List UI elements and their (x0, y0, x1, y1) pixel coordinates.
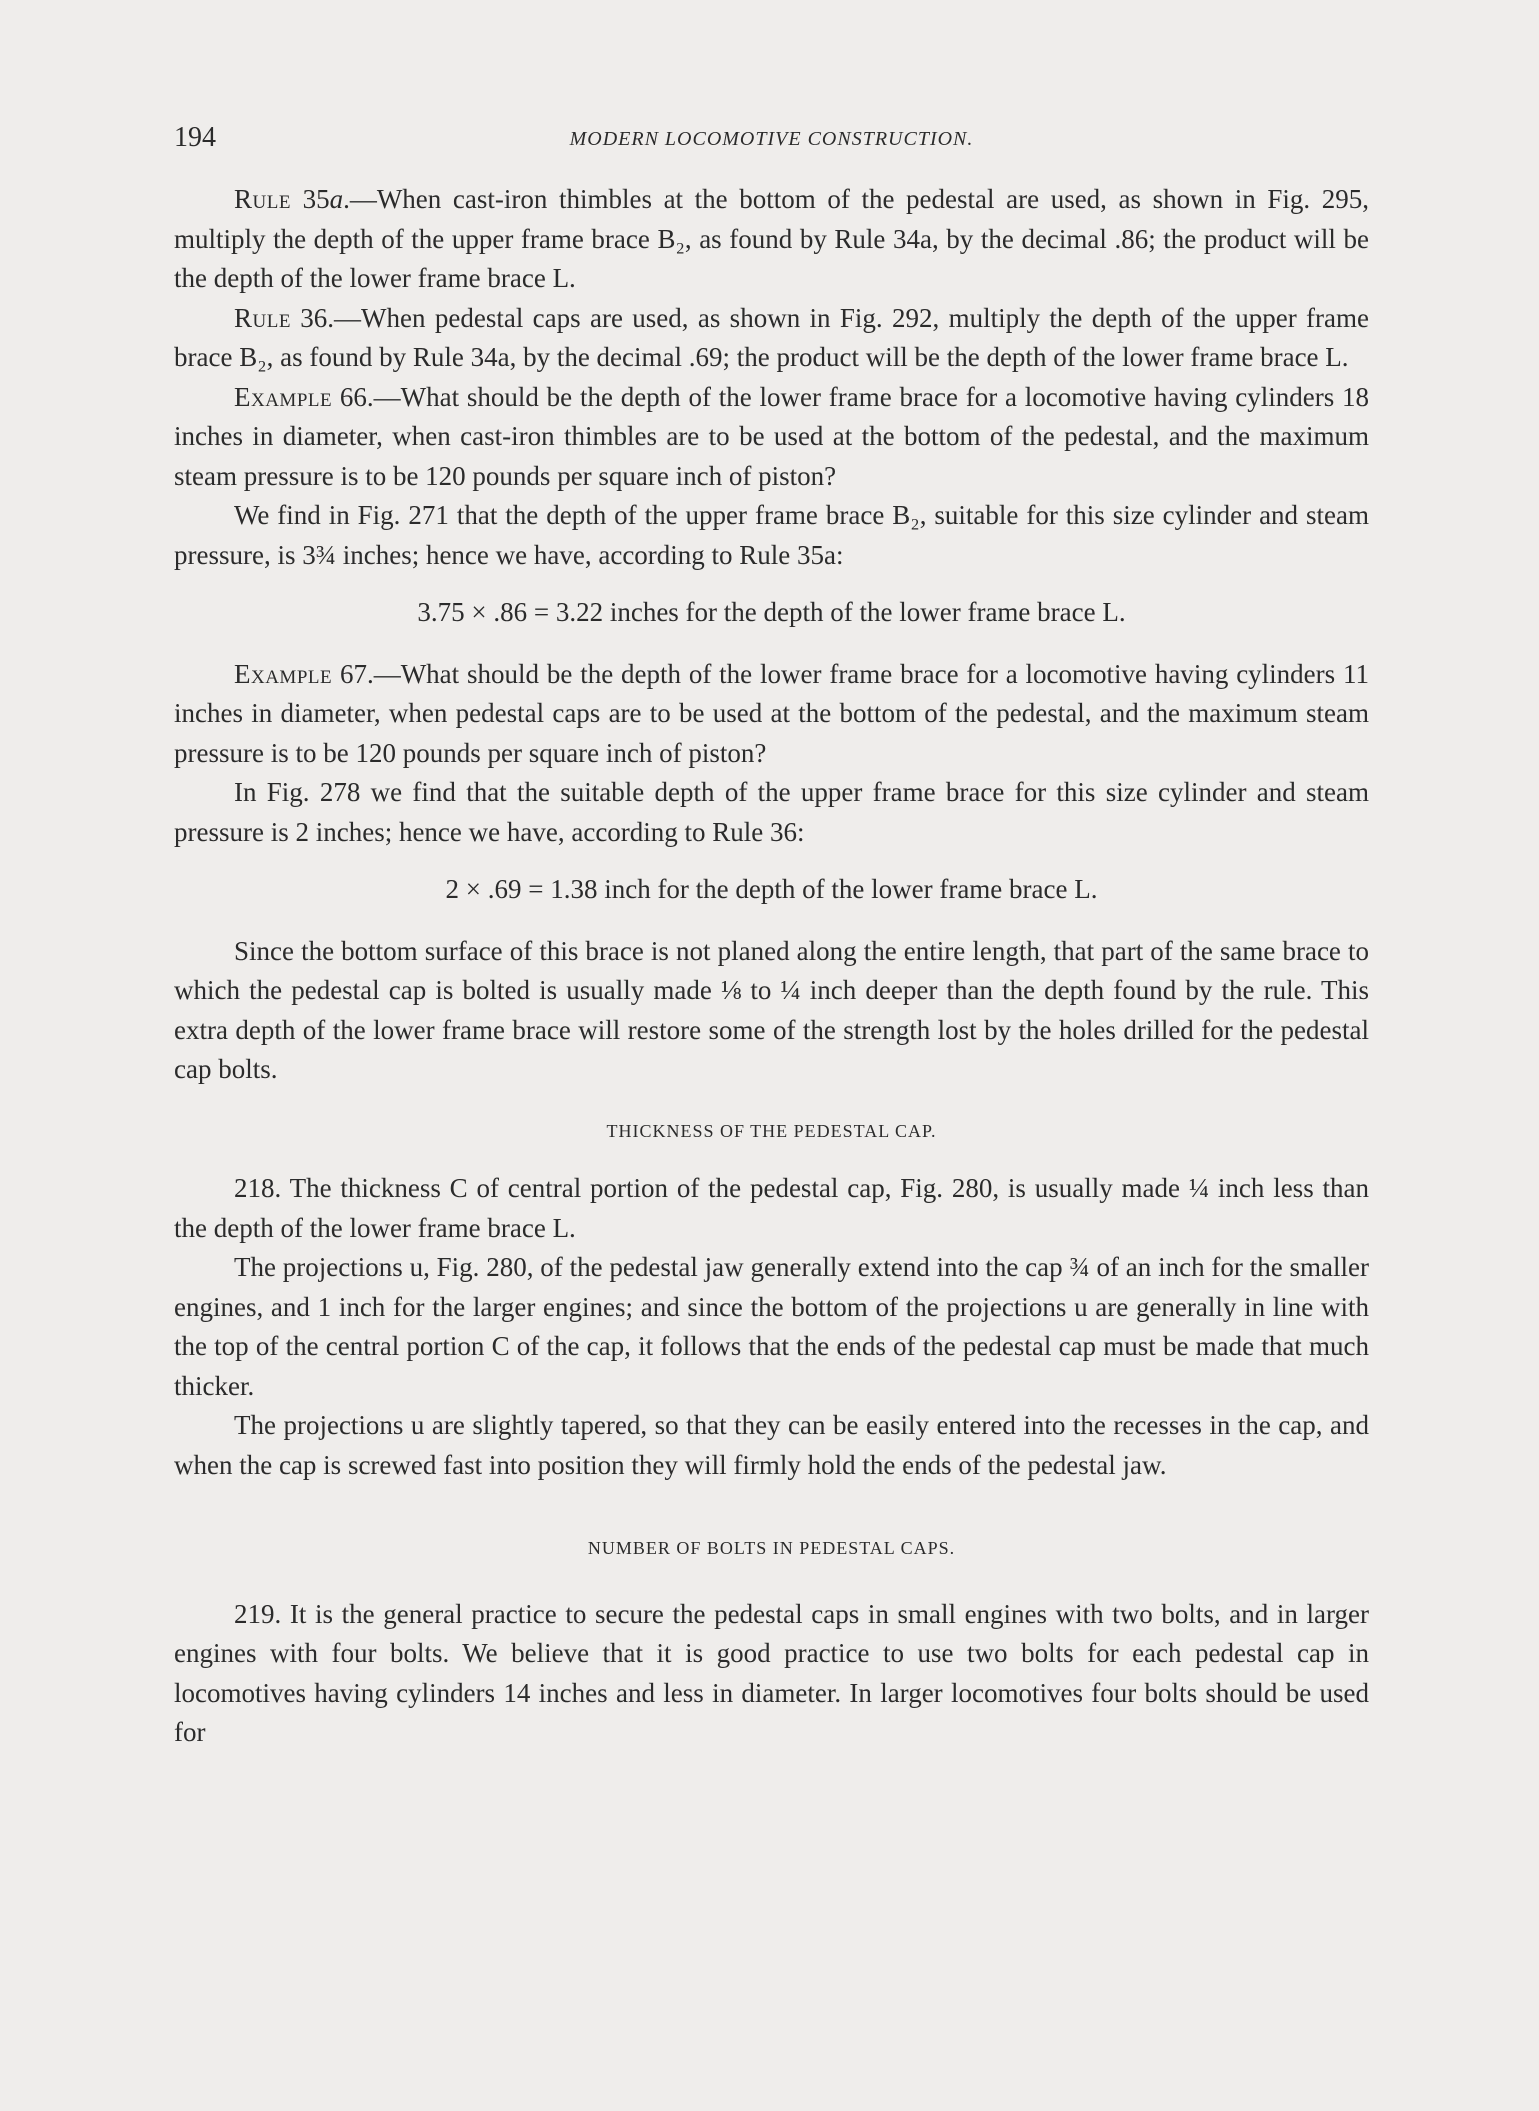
paragraph-218-tapered: The projections u are slightly tapered, so that they can be easily entered into the recesses in the cap, and when the cap is screwed fast into position they will firmly hold the ends of the pedestal jaw. (174, 1410, 1369, 1480)
rule-number: 36 (300, 302, 328, 333)
section-heading-thickness: THICKNESS OF THE PEDESTAL CAP. (606, 1120, 937, 1141)
rule-text: .—When pedestal caps are used, as shown in Fig. 292, multiply the depth of the upper frame brace B₂, as found by Rule 34a, by the decimal .69; the product will be the depth of the lower frame brace L. (174, 302, 1369, 372)
rule-36-paragraph (174, 299, 1369, 378)
rule-label: Rule (234, 184, 291, 214)
paragraph-218: 218. The thickness C of central portion of the pedestal cap, Fig. 280, is usually made ¼ inch less than the depth of the lower frame brace L. (174, 1173, 1369, 1243)
equation-2: 2 × .69 = 1.38 inch for the depth of the lower frame brace L. (445, 874, 1098, 904)
rule-35a-paragraph (174, 180, 1369, 299)
example-67-solution: In Fig. 278 we find that the suitable depth of the upper frame brace for this size cylinder and steam pressure is 2 inches; hence we have, according to Rule 36: (174, 777, 1369, 847)
example-label: Example (234, 658, 333, 689)
page-number: 194 (174, 122, 216, 153)
example-66-solution: We find in Fig. 271 that the depth of the upper frame brace B₂, suitable for this size cylinder and steam pressure, is 3¾ inches; hence we have, according to Rule 35a: (174, 500, 1369, 570)
equation-1: 3.75 × .86 = 3.22 inches for the depth of the lower frame brace L. (417, 597, 1126, 627)
running-head: MODERN LOCOMOTIVE CONSTRUCTION. (569, 128, 974, 150)
rule-number: 35 (302, 184, 330, 214)
rule-text: .—When cast-iron thimbles at the bottom of the pedestal are used, as shown in Fig. 295, multiply the depth of the upper frame brace B₂, as found by Rule 34a, by the decimal .86; the product will be the depth of the lower frame brace L. (174, 184, 1369, 293)
rule-number-suffix: a (329, 184, 344, 214)
paragraph-218-projections: The projections u, Fig. 280, of the pedestal jaw generally extend into the cap ¾ of an inch for the smaller engines, and 1 inch for the larger engines; and since the bottom of the projections u are generally in line with the top of the central portion C of the cap, it follows that the ends of the pedestal cap must be made that much thicker. (174, 1252, 1369, 1401)
example-text: .—What should be the depth of the lower frame brace for a locomotive having cylinders 11 inches in diameter, when pedestal caps are to be used at the bottom of the pedestal, and the maximum steam pressure is to be 120 pounds per square inch of piston? (174, 658, 1370, 768)
example-number: 66 (339, 381, 367, 412)
example-number: 67 (339, 658, 367, 689)
paragraph-219: 219. It is the general practice to secure the pedestal caps in small engines with two bolts, and in larger engines with four bolts. We believe that it is good practice to use two bolts for each pedestal cap in locomotives having cylinders 14 inches and less in diameter. In larger locomotives four bolts should be used for (174, 1598, 1369, 1747)
example-text: .—What should be the depth of the lower frame brace for a locomotive having cylinders 18 inches in diameter, when cast-iron thimbles are to be used at the bottom of the pedestal, and the maximum steam pressure is to be 120 pounds per square inch of piston? (174, 381, 1369, 491)
example-label: Example (234, 381, 333, 412)
document-page (174, 118, 1369, 1753)
section-heading-bolts: NUMBER OF BOLTS IN PEDESTAL CAPS. (587, 1538, 956, 1558)
planing-note-paragraph: Since the bottom surface of this brace is not planed along the entire length, that part of the same brace to which the pedestal cap is bolted is usually made ⅛ to ¼ inch deeper than the depth found by the rule. This extra depth of the lower frame brace will restore some of the strength lost by the holes drilled for the pedestal cap bolts. (174, 935, 1369, 1084)
rule-label: Rule (234, 302, 291, 333)
example-66-paragraph (174, 378, 1369, 497)
example-67-paragraph (174, 655, 1369, 774)
page-header (174, 118, 1369, 158)
